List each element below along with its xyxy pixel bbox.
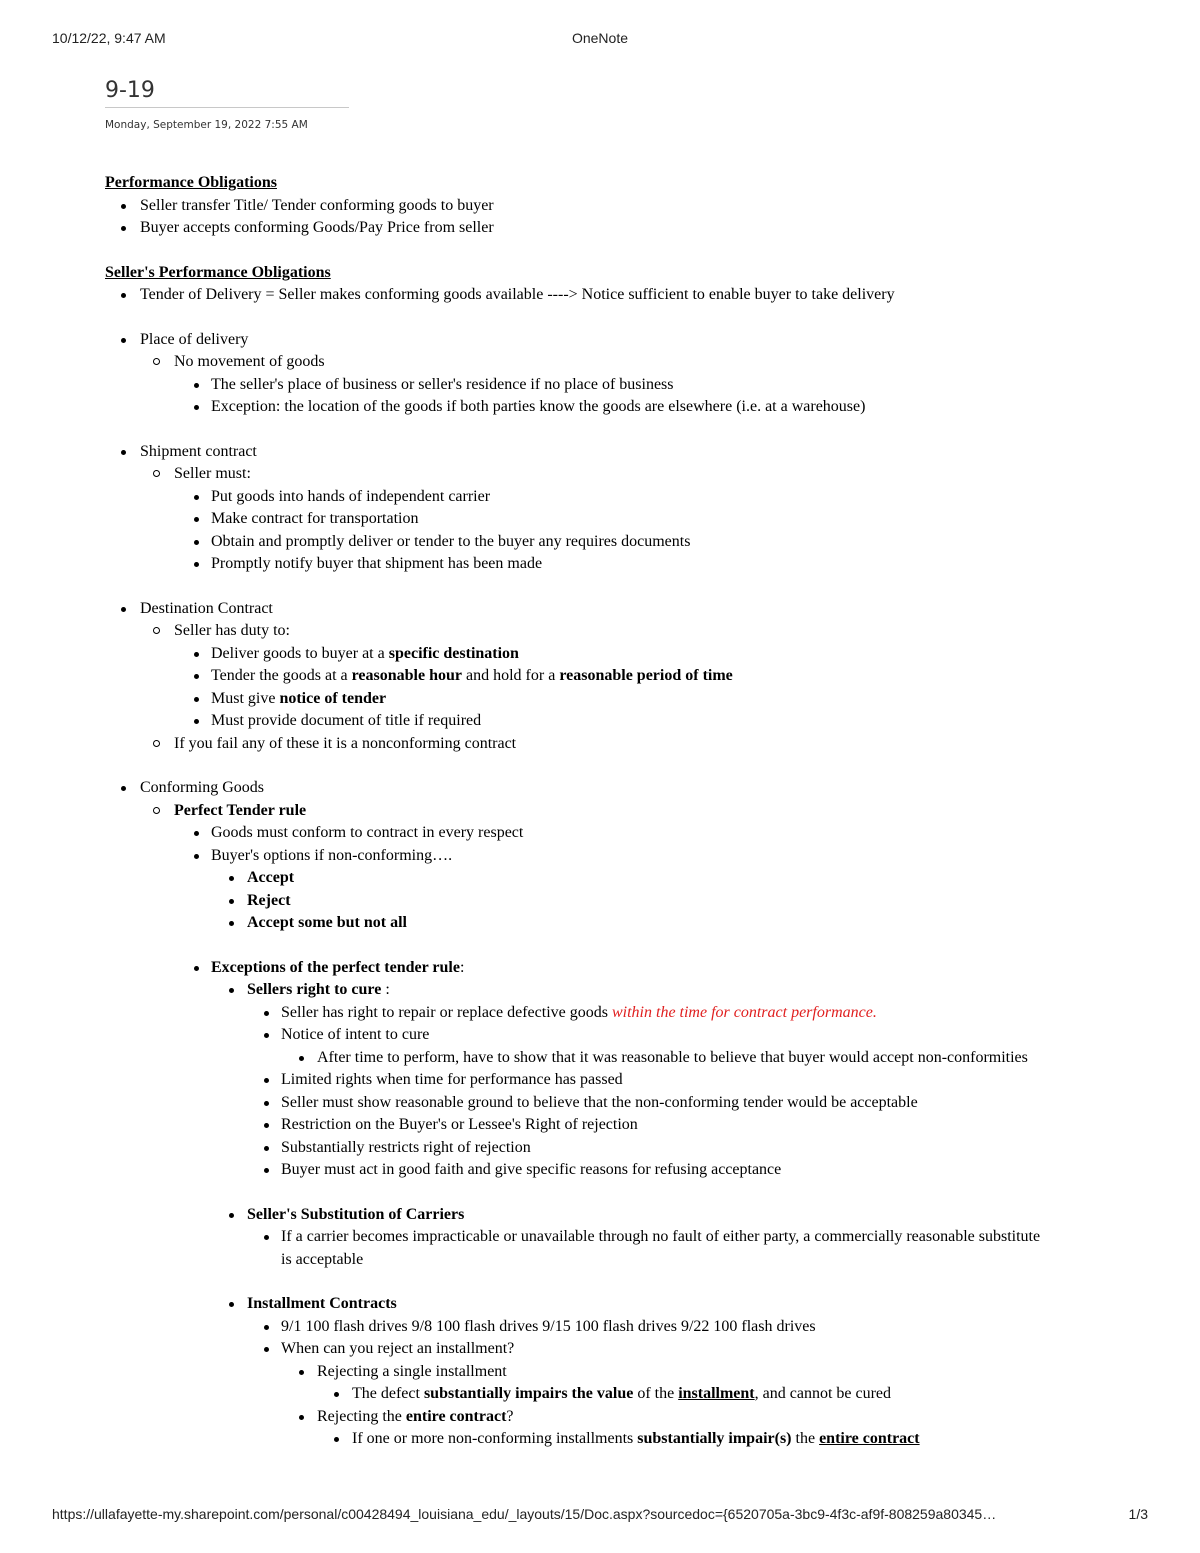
list-item: Accept some but not all bbox=[105, 912, 1150, 935]
list-item: Tender the goods at a reasonable hour and hold for a reasonable period of time bbox=[105, 665, 1150, 688]
list-item: Seller has right to repair or replace defective goods within the time for contract performance. bbox=[105, 1002, 1150, 1025]
list-item: If you fail any of these it is a nonconforming contract bbox=[105, 733, 1150, 756]
list-item: Seller transfer Title/ Tender conforming goods to buyer bbox=[105, 195, 1150, 218]
list-item: Shipment contract bbox=[105, 441, 1150, 464]
list-item: Exceptions of the perfect tender rule: bbox=[105, 957, 1150, 980]
list-item: Seller must: bbox=[105, 463, 1150, 486]
list-item: No movement of goods bbox=[105, 351, 1150, 374]
list-item: Reject bbox=[105, 890, 1150, 913]
list-item: Substantially restricts right of rejection bbox=[105, 1137, 1150, 1160]
list-item: The defect substantially impairs the value of the installment, and cannot be cured bbox=[105, 1383, 1150, 1406]
section-heading-performance: Performance Obligations bbox=[105, 174, 277, 191]
list-item: Buyer must act in good faith and give specific reasons for refusing acceptance bbox=[105, 1159, 1150, 1182]
print-app-name: OneNote bbox=[571, 30, 629, 46]
list-item: Put goods into hands of independent carrier bbox=[105, 486, 1150, 509]
list-item: When can you reject an installment? bbox=[105, 1338, 1150, 1361]
print-url: https://ullafayette-my.sharepoint.com/personal/c00428494_louisiana_edu/_layouts/15/Doc.aspx?sourcedoc={6520705a-3bc9-4f3c-af9f-808259a80345… bbox=[52, 1506, 997, 1522]
list-item: Must give notice of tender bbox=[105, 688, 1150, 711]
page-number: 1/3 bbox=[1128, 1506, 1148, 1522]
list-item: Seller has duty to: bbox=[105, 620, 1150, 643]
list-item: Deliver goods to buyer at a specific destination bbox=[105, 643, 1150, 666]
list-item: Sellers right to cure : bbox=[105, 979, 1150, 1002]
list-item: Obtain and promptly deliver or tender to the buyer any requires documents bbox=[105, 531, 1150, 554]
list-item: Perfect Tender rule bbox=[105, 800, 1150, 823]
list-item: Limited rights when time for performance has passed bbox=[105, 1069, 1150, 1092]
list-item: Notice of intent to cure bbox=[105, 1024, 1150, 1047]
list-item: Rejecting the entire contract? bbox=[105, 1406, 1150, 1429]
page-title: 9-19 bbox=[105, 78, 349, 108]
list-item: Restriction on the Buyer's or Lessee's Right of rejection bbox=[105, 1114, 1150, 1137]
section-heading-seller: Seller's Performance Obligations bbox=[105, 263, 331, 281]
list-item: Exception: the location of the goods if both parties know the goods are elsewhere (i.e. at a warehouse) bbox=[105, 396, 1150, 419]
list-item: Destination Contract bbox=[105, 598, 1150, 621]
list-item: Accept bbox=[105, 867, 1150, 890]
list-item: Make contract for transportation bbox=[105, 508, 1150, 531]
list-item: Must provide document of title if required bbox=[105, 710, 1150, 733]
list-item: Promptly notify buyer that shipment has been made bbox=[105, 553, 1150, 576]
list-item: Installment Contracts bbox=[105, 1293, 1150, 1316]
list-item: Seller's Substitution of Carriers bbox=[105, 1204, 1150, 1227]
list-item: Conforming Goods bbox=[105, 777, 1150, 800]
list-item: Seller must show reasonable ground to believe that the non-conforming tender would be acceptable bbox=[105, 1092, 1150, 1115]
list-item: Buyer accepts conforming Goods/Pay Price from seller bbox=[105, 217, 1150, 240]
list-item: The seller's place of business or seller's residence if no place of business bbox=[105, 374, 1150, 397]
print-datetime: 10/12/22, 9:47 AM bbox=[52, 30, 166, 46]
list-item: Place of delivery bbox=[105, 329, 1150, 352]
list-item-continuation: is acceptable bbox=[281, 1250, 364, 1268]
list-item: If a carrier becomes impracticable or unavailable through no fault of either party, a commercially reasonable substitute bbox=[105, 1226, 1150, 1249]
page-date: Monday, September 19, 2022 7:55 AM bbox=[105, 119, 308, 131]
note-body bbox=[105, 172, 1150, 1451]
list-item: Tender of Delivery = Seller makes conforming goods available ----> Notice sufficient to enable buyer to take delivery bbox=[105, 284, 1150, 307]
list-item: 9/1 100 flash drives 9/8 100 flash drives 9/15 100 flash drives 9/22 100 flash drives bbox=[105, 1316, 1150, 1339]
list-item: If one or more non-conforming installments substantially impair(s) the entire contract bbox=[105, 1428, 1150, 1451]
list-item: After time to perform, have to show that it was reasonable to believe that buyer would accept non-conformities bbox=[105, 1047, 1150, 1070]
list-item: Goods must conform to contract in every respect bbox=[105, 822, 1150, 845]
list-item: Buyer's options if non-conforming…. bbox=[105, 845, 1150, 868]
list-item: Rejecting a single installment bbox=[105, 1361, 1150, 1384]
